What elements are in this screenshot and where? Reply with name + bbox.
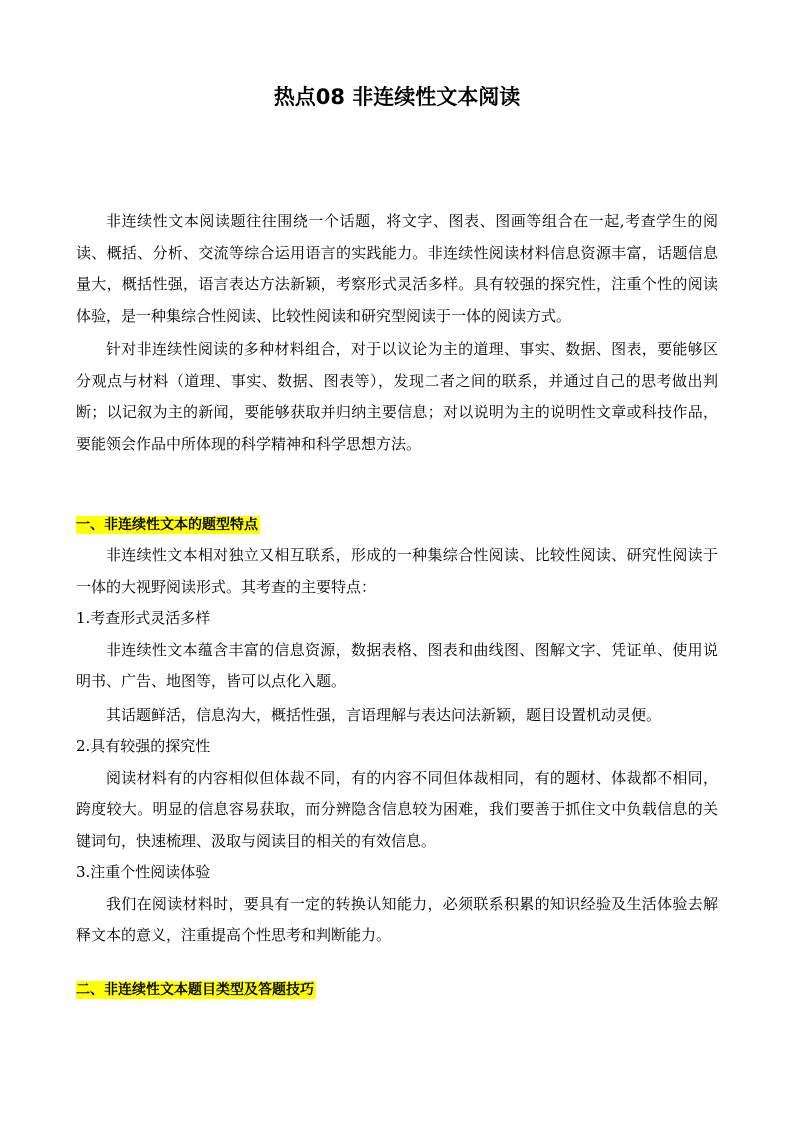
document-body xyxy=(76,206,718,1002)
section-heading-1 xyxy=(76,513,718,537)
item3-paragraph-1: 我们在阅读材料时，要具有一定的转换认知能力，必须联系积累的知识经验及生活体验去解释文本的意义，注重提高个性思考和判断能力。 xyxy=(76,894,718,944)
section-heading-2 xyxy=(76,978,718,1002)
item2-paragraph-1: 阅读材料有的内容相似但体裁不同，有的内容不同但体裁相同，有的题材、体裁都不相同，跨度较大。明显的信息容易获取，而分辨隐含信息较为困难，我们要善于抓住文中负载信息的关键词句，快速梳理、汲取与阅读目的相关的有效信息。 xyxy=(76,768,718,850)
section-heading-2-text: 二、非连续性文本题目类型及答题技巧 xyxy=(76,981,314,998)
subheading-2: 2.具有较强的探究性 xyxy=(76,737,211,755)
document-title: 热点08 非连续性文本阅读 xyxy=(273,85,521,109)
intro-paragraph-1: 非连续性文本阅读题往往围绕一个话题，将文字、图表、图画等组合在一起,考查学生的阅读、概括、分析、交流等综合运用语言的实践能力。非连续性阅读材料信息资源丰富，话题信息量大，概括性强，语言表达方法新颖，考察形式灵活多样。具有较强的探究性，注重个性的阅读体验，是一种集综合性阅读、比较性阅读和研究型阅读于一体的阅读方式。 xyxy=(76,212,718,325)
subheading-3: 3.注重个性阅读体验 xyxy=(76,863,211,881)
section-heading-1-text: 一、非连续性文本的题型特点 xyxy=(76,517,258,533)
section1-intro: 非连续性文本相对独立又相互联系，形成的一种集综合性阅读、比较性阅读、研究性阅读于一体的大视野阅读形式。其考查的主要特点： xyxy=(76,546,718,596)
subheading-1: 1.考查形式灵活多样 xyxy=(76,609,211,627)
item1-paragraph-2: 其话题鲜活，信息沟大，概括性强，言语理解与表达问法新颖，题目设置机动灵便。 xyxy=(106,705,662,724)
intro-paragraph-2: 针对非连续性阅读的多种材料组合，对于以议论为主的道理、事实、数据、图表，要能够区分观点与材料（道理、事实、数据、图表等），发现二者之间的联系，并通过自己的思考做出判断；以记叙为主的新闻，要能够获取并归纳主要信息；对以说明为主的说明性文章或科技作品，要能领会作品中所体现的科学精神和科学思想方法。 xyxy=(76,340,718,453)
item1-paragraph-1: 非连续性文本蕴含丰富的信息资源，数据表格、图表和曲线图、图解文字、凭证单、使用说明书、广告、地图等，皆可以点化入题。 xyxy=(76,640,718,690)
